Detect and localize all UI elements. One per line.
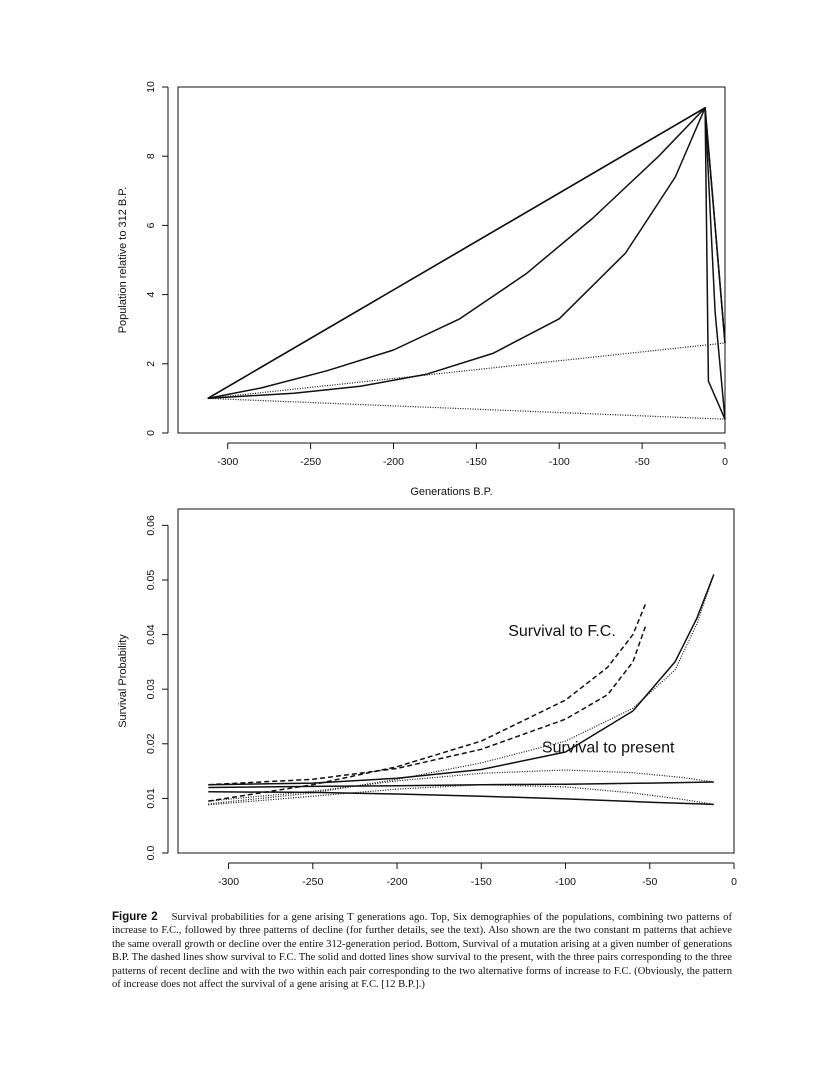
figure-caption — [112, 911, 732, 991]
top-x-tick-label: -300 — [217, 456, 239, 468]
bottom-x-tick-label: -200 — [386, 876, 408, 888]
bottom-y-tick-label: 0.04 — [145, 624, 157, 645]
bottom-x-tick-label: -250 — [302, 876, 324, 888]
top-y-tick-label: 4 — [145, 291, 157, 298]
top-series-solid-line — [208, 108, 725, 419]
top-series-dotted-line — [208, 343, 725, 398]
bottom-chart — [0, 500, 816, 905]
top-x-tick-label: -200 — [382, 456, 404, 468]
bottom-x-tick-label: -50 — [642, 876, 658, 888]
top-y-tick-label: 2 — [145, 360, 157, 367]
top-y-tick-label: 6 — [145, 222, 157, 229]
bottom-x-tick-label: -300 — [218, 876, 240, 888]
top-y-tick-label: 10 — [145, 81, 157, 93]
bottom-y-tick-label: 0.02 — [145, 733, 157, 755]
top-plot-frame — [178, 87, 725, 433]
top-series-solid-line — [208, 108, 725, 399]
bottom-annotation: Survival to F.C. — [508, 623, 616, 641]
bottom-y-tick-label: 0.01 — [145, 788, 157, 809]
top-x-tick-label: -50 — [634, 456, 650, 468]
bottom-y-axis-title: Survival Probability — [117, 634, 129, 728]
top-series-solid-line — [208, 108, 725, 399]
figure-label: Figure 2 — [112, 911, 158, 923]
top-y-tick-label: 8 — [145, 153, 157, 160]
bottom-x-tick-label: -150 — [470, 876, 492, 888]
bottom-y-tick-label: 0.0 — [145, 845, 157, 861]
top-x-tick-label: -100 — [548, 456, 570, 468]
top-x-tick-label: 0 — [722, 456, 728, 468]
bottom-y-tick-label: 0.05 — [145, 569, 157, 591]
caption-text: Survival probabilities for a gene arising T generations ago. Top, Six demographies of the populations, combining two patterns of increase to F.C., followed by three patterns of decline (for further details, see the text). Also shown are the two constant m patterns that achieve the same overall growth or decline over the entire 312-generation period. Bottom, Survival of a mutation arising at a given number of generations B.P. The dashed lines show survival to F.C. The solid and dotted lines show survival to the present, with the three pairs corresponding to the three patterns of recent decline and with the two within each pair corresponding to the two alternative forms of increase to F.C. (Obviously, the pattern of increase does not affect the survival of a gene arising at F.C. [12 B.P.].) — [112, 912, 733, 991]
top-y-axis-title: Population relative to 312 B.P. — [117, 186, 129, 334]
bottom-series-dashed-line — [208, 624, 646, 785]
bottom-x-tick-label: 0 — [731, 876, 737, 888]
top-x-tick-label: -250 — [300, 456, 322, 468]
bottom-plot-frame — [178, 509, 734, 853]
bottom-series-dotted-line — [208, 575, 714, 804]
top-x-axis-title: Generations B.P. — [410, 486, 493, 498]
bottom-y-tick-label: 0.03 — [145, 678, 157, 700]
bottom-annotation: Survival to present — [541, 739, 675, 757]
top-x-tick-label: -150 — [465, 456, 487, 468]
top-series-dotted-line — [208, 398, 725, 419]
bottom-y-tick-label: 0.06 — [145, 515, 157, 536]
top-y-tick-label: 0 — [145, 430, 157, 436]
top-chart — [0, 0, 816, 500]
bottom-x-tick-label: -100 — [555, 876, 577, 888]
top-series-solid-line — [208, 108, 725, 419]
